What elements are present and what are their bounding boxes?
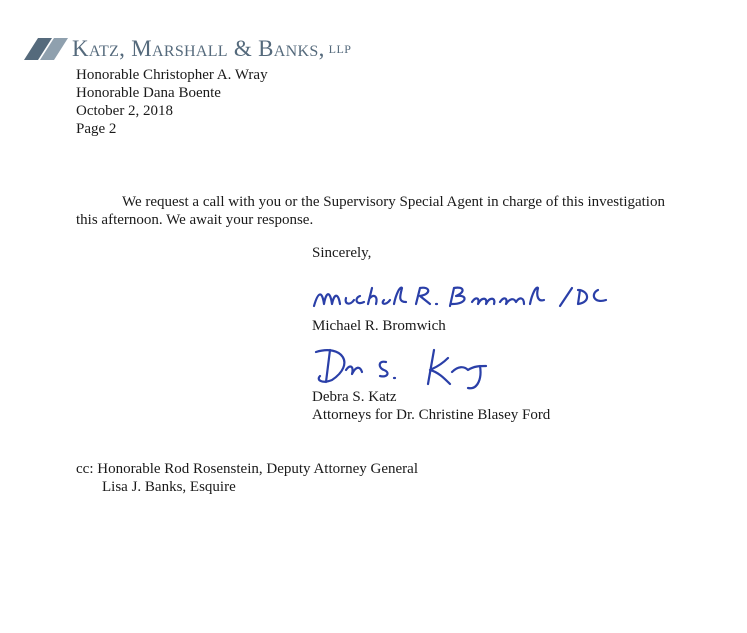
firm-suffix: LLP: [328, 41, 352, 56]
page-number: Page 2: [76, 121, 117, 137]
signature-katz: [312, 344, 512, 394]
firm-logo-icon: [24, 38, 68, 60]
cc-list: [76, 460, 418, 496]
salutation: Sincerely,: [312, 245, 372, 261]
letterhead: [24, 36, 351, 62]
cc-line-1: cc: Honorable Rod Rosenstein, Deputy Attorney General: [76, 461, 418, 477]
firm-name: Katz, Marshall & Banks,: [72, 36, 325, 61]
body-line-1: We request a call with you or the Supervisory Special Agent in charge of this investigation: [122, 194, 665, 210]
letter-header: [76, 66, 268, 138]
cc-line-2: Lisa J. Banks, Esquire: [102, 479, 236, 495]
recipient-1: Honorable Christopher A. Wray: [76, 67, 268, 83]
body-paragraph: [76, 193, 716, 229]
letter-date: October 2, 2018: [76, 103, 174, 119]
signature-bromwich: [310, 280, 610, 312]
signer-name-2: Debra S. Katz: [312, 389, 397, 405]
recipient-2: Honorable Dana Boente: [76, 85, 221, 101]
body-line-2: this afternoon. We await your response.: [76, 212, 314, 228]
signer-role: Attorneys for Dr. Christine Blasey Ford: [312, 407, 551, 423]
signer-name-1: Michael R. Bromwich: [312, 318, 446, 334]
